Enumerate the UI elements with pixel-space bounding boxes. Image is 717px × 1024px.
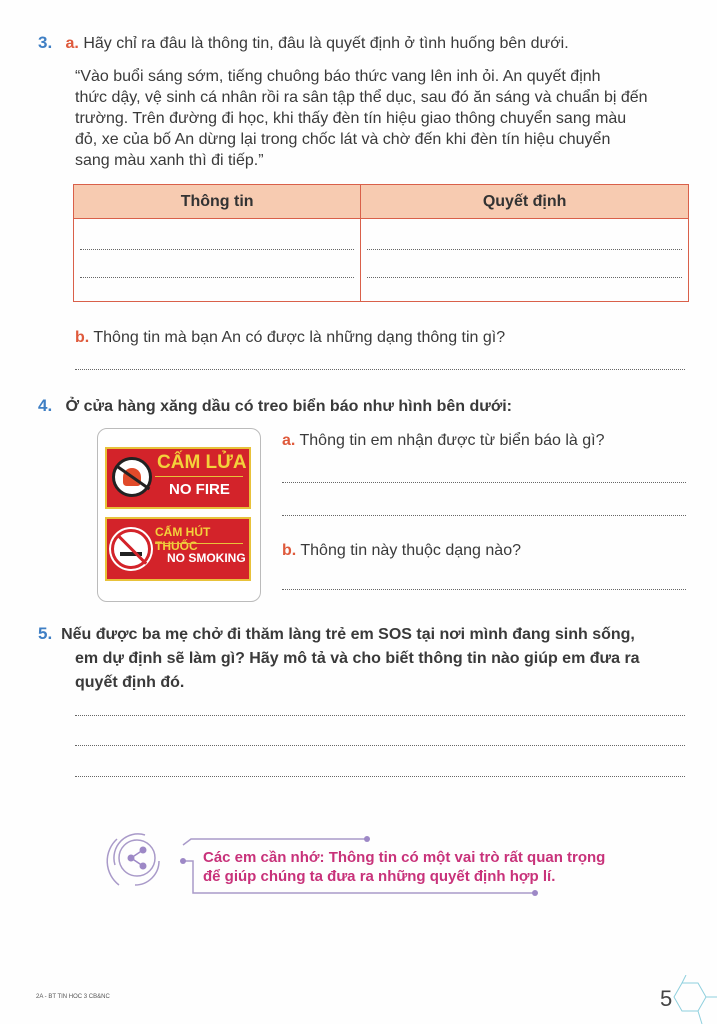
answer-line[interactable] bbox=[282, 482, 686, 483]
question-3-b bbox=[75, 327, 505, 348]
question-number: 4. bbox=[38, 396, 53, 415]
column-header-info: Thông tin bbox=[74, 185, 361, 219]
sign-text-vi: CẤM HÚT THUỐC bbox=[155, 525, 211, 553]
quote-line: trường. Trên đường đi học, khi thấy đèn tín hiệu giao thông chuyển sang màu bbox=[75, 110, 627, 127]
no-smoking-icon bbox=[111, 529, 151, 569]
question-text: Hãy chỉ ra đâu là thông tin, đâu là quyết định ở tình huống bên dưới. bbox=[83, 35, 569, 52]
quote-line: đỏ, xe của bố An dừng lại trong chốc lát và chờ đến khi đèn tín hiệu chuyển bbox=[75, 131, 611, 148]
question-line: quyết định đó. bbox=[75, 674, 185, 691]
no-fire-sign bbox=[105, 447, 251, 509]
answer-cell-decision[interactable] bbox=[361, 219, 689, 302]
callout-line: Các em cần nhớ: Thông tin có một vai trò rất quan trọng bbox=[203, 849, 606, 866]
answer-line[interactable] bbox=[75, 745, 685, 746]
remember-callout bbox=[203, 848, 605, 886]
question-text: Thông tin này thuộc dạng nào? bbox=[300, 542, 521, 559]
column-header-decision: Quyết định bbox=[361, 185, 689, 219]
quote-line: thức dậy, vệ sinh cá nhân rồi ra sân tập thể dục, sau đó ăn sáng và chuẩn bị đến bbox=[75, 89, 648, 106]
answer-line[interactable] bbox=[75, 369, 685, 370]
answer-cell-info[interactable] bbox=[74, 219, 361, 302]
question-line: Nếu được ba mẹ chở đi thăm làng trẻ em SOS tại nơi mình đang sinh sống, bbox=[61, 626, 635, 643]
page-number: 5 bbox=[660, 986, 673, 1011]
question-number: 5. bbox=[38, 624, 53, 643]
question-4 bbox=[38, 394, 512, 419]
question-number: 3. bbox=[38, 33, 53, 52]
no-smoking-sign bbox=[105, 517, 251, 581]
question-text: Ở cửa hàng xăng dầu có treo biển báo như hình bên dưới: bbox=[65, 398, 512, 415]
answer-line[interactable] bbox=[282, 589, 686, 590]
sub-label: b. bbox=[282, 542, 297, 559]
question-text: Thông tin mà bạn An có được là những dạng thông tin gì? bbox=[93, 329, 506, 346]
sub-label: b. bbox=[75, 329, 90, 346]
quote-line: sang màu xanh thì đi tiếp.” bbox=[75, 152, 264, 169]
answer-line[interactable] bbox=[75, 776, 685, 777]
scenario-quote bbox=[75, 66, 695, 171]
question-3-a bbox=[38, 32, 569, 54]
question-line: em dự định sẽ làm gì? Hãy mô tả và cho biết thông tin nào giúp em đưa ra bbox=[75, 650, 640, 667]
sign-text-vi: CẤM LỬA bbox=[157, 452, 247, 473]
question-4-a bbox=[282, 430, 605, 451]
no-fire-icon bbox=[112, 457, 152, 497]
info-decision-table bbox=[73, 184, 689, 302]
book-code: 2A - BT TIN HOC 3 CB&NC bbox=[36, 994, 110, 1000]
answer-line[interactable] bbox=[75, 715, 685, 716]
question-text: Thông tin em nhận được từ biển báo là gì? bbox=[299, 432, 605, 449]
sub-label: a. bbox=[282, 432, 296, 449]
warning-signs-image bbox=[97, 428, 261, 602]
hexagon-decoration-icon bbox=[672, 975, 717, 1024]
question-5 bbox=[38, 622, 698, 695]
sign-text-en: NO FIRE bbox=[169, 481, 230, 498]
question-4-b bbox=[282, 540, 521, 561]
quote-line: “Vào buổi sáng sớm, tiếng chuông báo thức vang lên inh ỏi. An quyết định bbox=[75, 68, 601, 85]
answer-line[interactable] bbox=[282, 515, 686, 516]
callout-line: để giúp chúng ta đưa ra những quyết định hợp lí. bbox=[203, 868, 556, 885]
sign-text-en: NO SMOKING bbox=[167, 551, 246, 565]
sub-label: a. bbox=[65, 35, 79, 52]
